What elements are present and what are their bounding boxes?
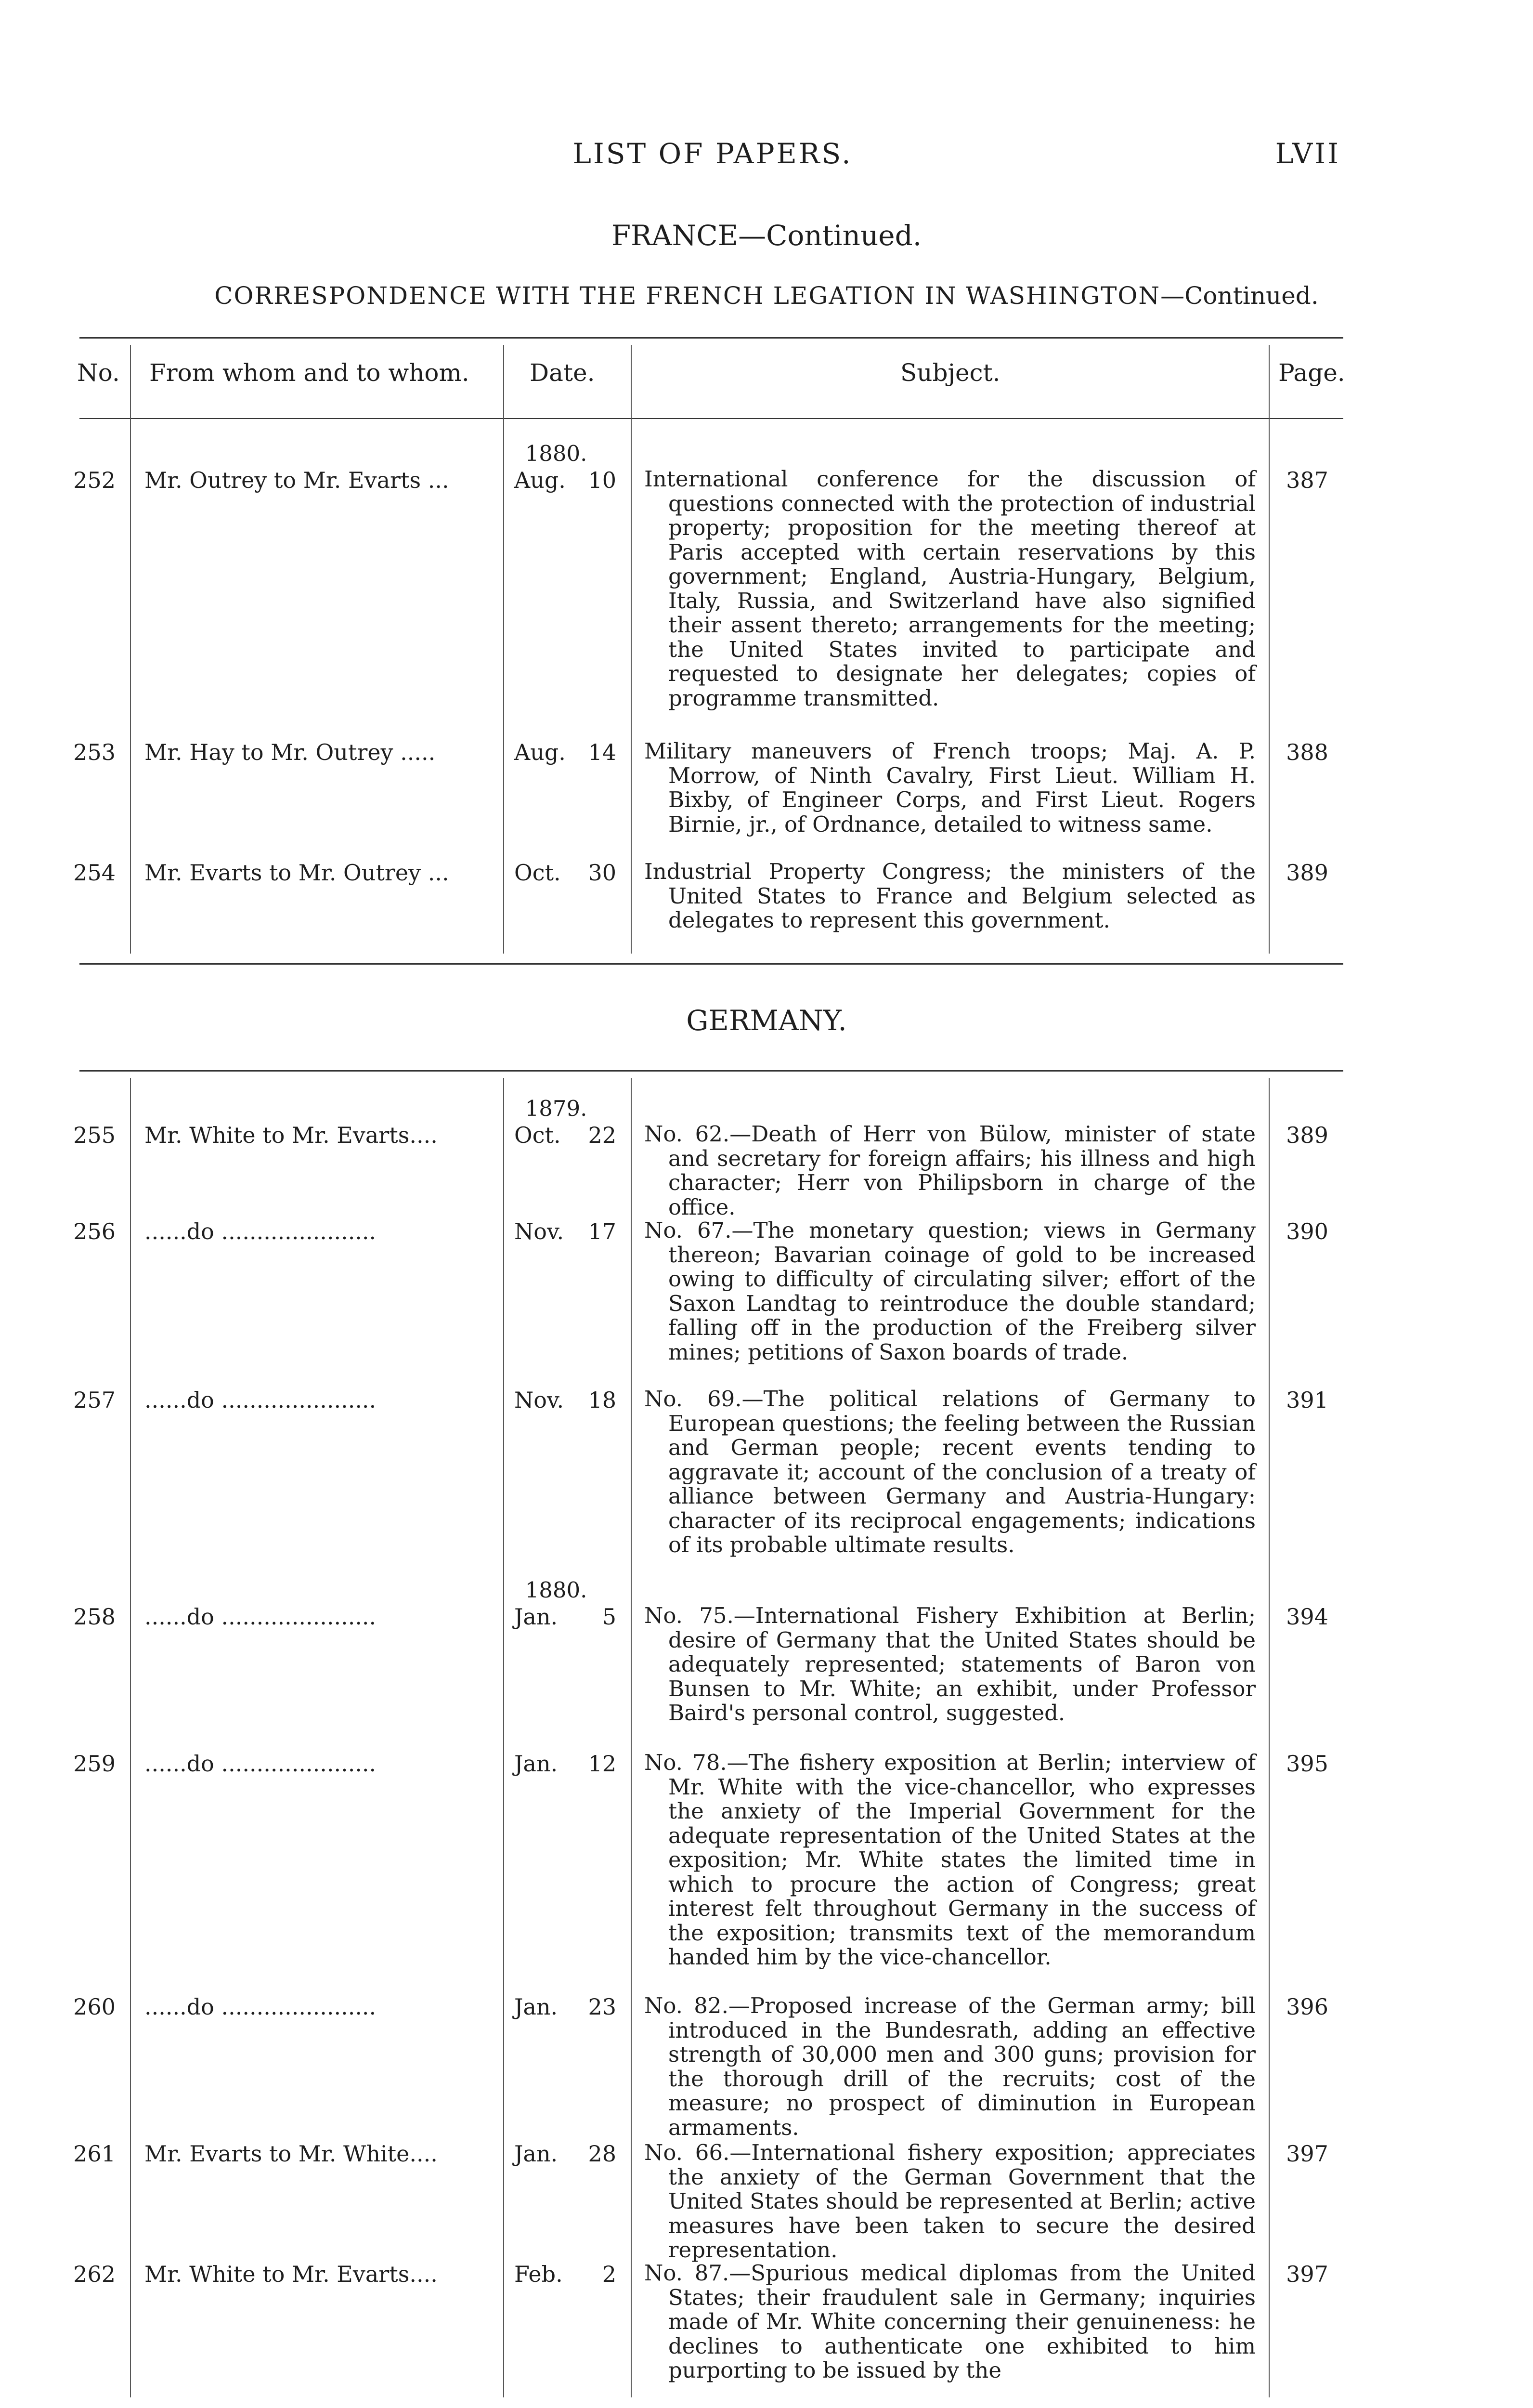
page-number: 395 <box>1286 1751 1328 1777</box>
paper-number: 255 <box>73 1122 116 1148</box>
page-folio: LVII <box>1275 137 1340 170</box>
date-day: 22 <box>588 1122 616 1148</box>
date-day: 2 <box>602 2261 616 2287</box>
table-top-rule <box>79 337 1343 339</box>
page-number: 394 <box>1286 1604 1328 1630</box>
date-month: Oct. <box>514 1122 561 1148</box>
column-rule <box>503 345 504 954</box>
correspondents: Mr. Evarts to Mr. Outrey ... <box>144 860 449 886</box>
date-day: 18 <box>588 1387 616 1413</box>
france-heading: FRANCE—Continued. <box>611 219 922 252</box>
column-rule <box>1269 345 1270 954</box>
page-number: 387 <box>1286 467 1328 493</box>
date-month: Jan. <box>514 1751 558 1777</box>
correspondents: ......do ...................... <box>144 1218 377 1244</box>
date-day: 14 <box>588 739 616 765</box>
column-rule <box>503 1078 504 2397</box>
date-month: Nov. <box>514 1218 564 1244</box>
date-day: 23 <box>588 1994 616 2020</box>
column-header-page: Page. <box>1278 359 1345 387</box>
date-day: 12 <box>588 1751 616 1777</box>
subject-text: No. 82.—Proposed increase of the German army; bill introduced in the Bundesrath, adding an effective strength of 30,000 men and 300 guns; provision for the thorough drill of the recruits; cost of the measure; no prospect of diminution in European armaments. <box>644 1993 1256 2140</box>
subject-text: Industrial Property Congress; the ministers of the United States to France and Belgium selected as delegates to represent this government. <box>644 859 1256 933</box>
correspondents: ......do ...................... <box>144 1604 377 1630</box>
date-month: Jan. <box>514 1604 558 1630</box>
date-day: 30 <box>588 860 616 886</box>
date-year: 1880. <box>525 441 587 466</box>
table-bottom-rule <box>79 963 1343 965</box>
running-head <box>0 137 1533 181</box>
date-month: Aug. <box>514 739 566 765</box>
date-month: Aug. <box>514 467 566 493</box>
page-number: 397 <box>1286 2141 1328 2167</box>
column-header-date: Date. <box>530 359 595 387</box>
page-number: 389 <box>1286 860 1328 886</box>
date-month: Nov. <box>514 1387 564 1413</box>
france-subheading-main: CORRESPONDENCE WITH THE FRENCH LEGATION IN WASHINGTON <box>214 282 1161 310</box>
date-day: 5 <box>602 1604 616 1630</box>
correspondents: Mr. Hay to Mr. Outrey ..... <box>144 739 436 765</box>
paper-number: 262 <box>73 2261 116 2287</box>
subject-text: No. 69.—The political relations of Germany to European questions; the feeling between the Russian and German people; recent events tending to aggravate it; account of the conclusion of a treaty of alliance between Germany and Austria-Hungary: character of its reciprocal engagements; indications of its probable ultimate results. <box>644 1386 1256 1557</box>
column-header-subject: Subject. <box>900 359 1000 387</box>
paper-number: 261 <box>73 2141 116 2167</box>
subject-text: No. 87.—Spurious medical diplomas from the United States; their fraudulent sale in Germany; inquiries made of Mr. White concerning their genuineness: he declines to authenticate one exhibited to him purporting to be issued by the <box>644 2260 1256 2383</box>
page-number: 389 <box>1286 1122 1328 1148</box>
date-year: 1880. <box>525 1577 587 1603</box>
date-month: Feb. <box>514 2261 563 2287</box>
page-number: 391 <box>1286 1387 1328 1413</box>
paper-number: 259 <box>73 1751 116 1777</box>
column-rule <box>631 345 632 954</box>
subject-text: No. 66.—International fishery exposition; appreciates the anxiety of the German Government that the United States should be represented at Berlin; active measures have been taken to secure the desired representation. <box>644 2140 1256 2263</box>
page-number: 390 <box>1286 1218 1328 1244</box>
page-number: 396 <box>1286 1994 1328 2020</box>
correspondents: Mr. White to Mr. Evarts.... <box>144 2261 438 2287</box>
column-rule <box>130 345 131 954</box>
running-head-title: LIST OF PAPERS. <box>572 137 853 170</box>
paper-number: 258 <box>73 1604 116 1630</box>
correspondents: ......do ...................... <box>144 1387 377 1413</box>
subject-text: Military maneuvers of French troops; Maj. A. P. Morrow, of Ninth Cavalry, First Lieut. William H. Bixby, of Engineer Corps, and First Lieut. Rogers Birnie, jr., of Ordnance, detailed to witness same. <box>644 738 1256 837</box>
date-year: 1879. <box>525 1096 587 1121</box>
germany-heading: GERMANY. <box>686 1004 847 1037</box>
subject-text: No. 75.—International Fishery Exhibition at Berlin; desire of Germany that the United States should be adequately represented; statements of Baron von Bunsen to Mr. White; an exhibit, under Professor Baird's personal control, suggested. <box>644 1603 1256 1726</box>
subject-text: No. 67.—The monetary question; views in Germany thereon; Bavarian coinage of gold to be increased owing to difficulty of circulating silver; effort of the Saxon Landtag to reintroduce the double standard; falling off in the production of the Freiberg silver mines; petitions of Saxon boards of trade. <box>644 1217 1256 1365</box>
date-month: Jan. <box>514 2141 558 2167</box>
date-month: Oct. <box>514 860 561 886</box>
column-header-from: From whom and to whom. <box>149 359 469 387</box>
table-top-rule <box>79 1070 1343 1072</box>
column-rule <box>631 1078 632 2397</box>
column-rule <box>1269 1078 1270 2397</box>
correspondents: Mr. Evarts to Mr. White.... <box>144 2141 438 2167</box>
france-subheading-tail: —Continued. <box>1160 282 1319 310</box>
correspondents: Mr. White to Mr. Evarts.... <box>144 1122 438 1148</box>
france-subheading <box>0 282 1533 310</box>
date-month: Jan. <box>514 1994 558 2020</box>
column-rule <box>130 1078 131 2397</box>
paper-number: 253 <box>73 739 116 765</box>
paper-number: 254 <box>73 860 116 886</box>
paper-number: 256 <box>73 1218 116 1244</box>
date-day: 10 <box>588 467 616 493</box>
page-number: 397 <box>1286 2261 1328 2287</box>
correspondents: ......do ...................... <box>144 1751 377 1777</box>
column-header-no: No. <box>77 359 120 387</box>
paper-number: 252 <box>73 467 116 493</box>
subject-text: No. 62.—Death of Herr von Bülow, minister of state and secretary for foreign affairs; his illness and high character; Herr von Philipsborn in charge of the office. <box>644 1121 1256 1220</box>
paper-number: 257 <box>73 1387 116 1413</box>
date-day: 28 <box>588 2141 616 2167</box>
correspondents: ......do ...................... <box>144 1994 377 2020</box>
subject-text: No. 78.—The fishery exposition at Berlin; interview of Mr. White with the vice-chancellor, who expresses the anxiety of the Imperial Government for the adequate representation of the United States at the exposition; Mr. White states the limited time in which to procure the action of Congress; great interest felt throughout Germany in the success of the exposition; transmits text of the memorandum handed him by the vice-chancellor. <box>644 1750 1256 1970</box>
date-day: 17 <box>588 1218 616 1244</box>
page-number: 388 <box>1286 739 1328 765</box>
table-header-rule <box>79 418 1343 419</box>
correspondents: Mr. Outrey to Mr. Evarts ... <box>144 467 449 493</box>
paper-number: 260 <box>73 1994 116 2020</box>
subject-text: International conference for the discussion of questions connected with the protection of industrial property; proposition for the meeting thereof at Paris accepted with certain reservations by this government; England, Austria-Hungary, Belgium, Italy, Russia, and Switzerland have also signified their assent thereto; arrangements for the meeting; the United States invited to participate and requested to designate her delegates; copies of programme transmitted. <box>644 466 1256 711</box>
